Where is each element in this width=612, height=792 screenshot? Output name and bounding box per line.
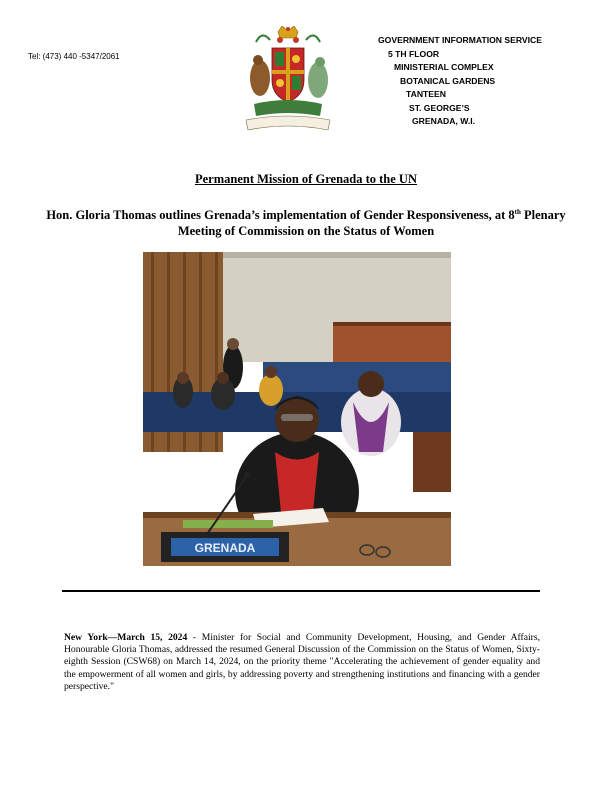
divider-rule <box>62 590 540 592</box>
body-paragraph: - Minister for Social and Community Development, Housing, and Gender Affairs, Honourable Gloria Thomas, addressed the resumed General Discussion of the Commission on the Status of Women, Sixty-eighth Session (CSW68) on March 14, 2024, on the priority theme "Accelerating the achievement of gender equality and the empowerment of all women and girls, by addressing poverty and strengthening institutions and financing with a gender perspective." <box>64 632 540 692</box>
dateline: New York—March 15, 2024 <box>64 632 188 643</box>
press-release-body <box>64 632 540 693</box>
headline-text-end: Plenary Meeting of Commission on the Status of Women <box>177 208 566 239</box>
press-release-headline <box>40 204 572 239</box>
page-title: Permanent Mission of Grenada to the UN <box>195 172 417 186</box>
photo-illustration <box>143 252 451 566</box>
address-line: GOVERNMENT INFORMATION SERVICE <box>378 35 542 45</box>
address-line: MINISTERIAL COMPLEX <box>394 62 494 72</box>
government-address <box>378 34 542 129</box>
address-line: ST. GEORGE’S <box>409 102 470 113</box>
telephone-number: Tel: (473) 440 -5347/2061 <box>28 52 120 61</box>
address-line: 5 TH FLOOR <box>388 48 440 59</box>
event-photo <box>143 252 451 566</box>
address-line: BOTANICAL GARDENS <box>400 75 496 86</box>
nameplate-label: GRENADA <box>194 541 256 555</box>
headline-ordinal: th <box>514 208 521 216</box>
address-line: TANTEEN <box>406 89 446 99</box>
headline-text: Hon. Gloria Thomas outlines Grenada’s implementation of Gender Responsiveness, at 8 <box>46 208 515 223</box>
address-line: GRENADA, W.I. <box>412 116 476 126</box>
grenada-coat-of-arms-logo <box>240 26 336 134</box>
